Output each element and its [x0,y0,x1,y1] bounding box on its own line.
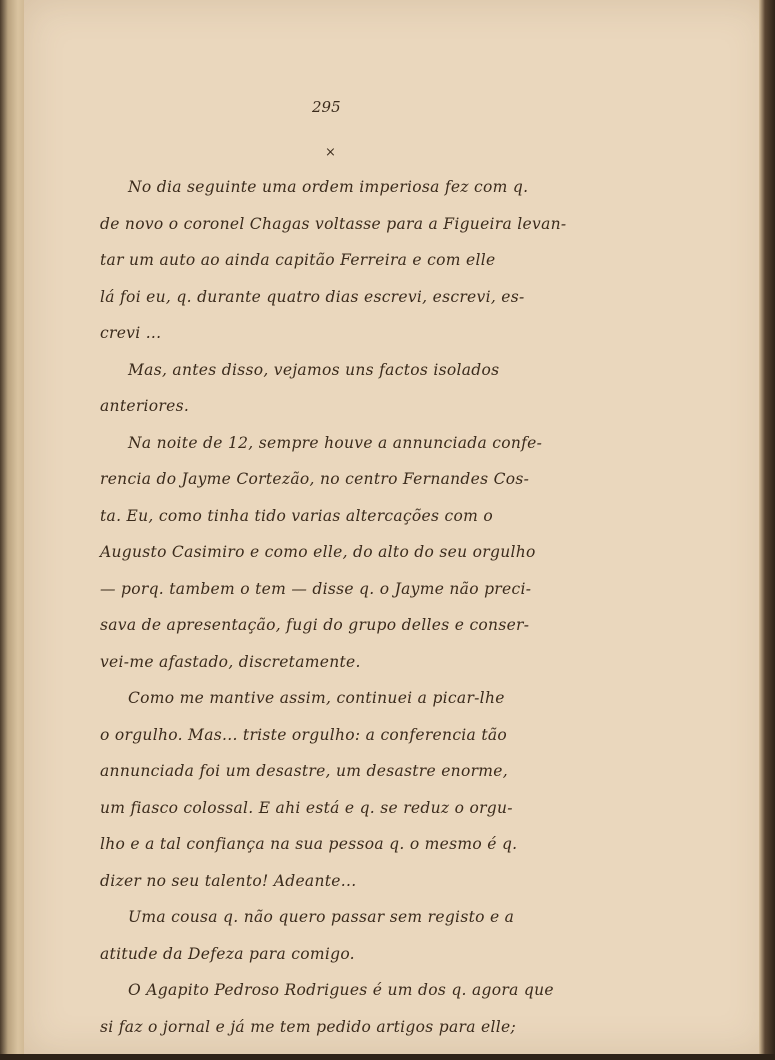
text-line: Mas, antes disso, vejamos uns factos isolados [128,360,500,379]
text-line: tar um auto ao ainda capitão Ferreira e com elle [100,251,496,269]
text-line: si faz o jornal e já me tem pedido artigos para elle; [100,1017,516,1036]
text-line: Uma cousa q. não quero passar sem registo e a [128,908,515,926]
text-line: O Agapito Pedroso Rodrigues é um dos q. agora que [128,981,554,999]
text-line: anteriores. [100,397,190,415]
page-number: 295 [312,98,341,116]
text-line: lá foi eu, q. durante quatro dias escrevi, escrevi, es- [100,287,525,306]
text-line: sava de apresentação, fugi do grupo delles e conser- [100,616,530,634]
text-line: rencia do Jayme Cortezão, no centro Fernandes Cos- [100,470,530,488]
text-line: Na noite de 12, sempre houve a annunciada confe- [128,433,543,452]
text-line: annunciada foi um desastre, um desastre enorme, [100,762,508,780]
text-line: vei-me afastado, discretamente. [100,652,361,671]
text-line: crevi ... [100,324,162,342]
text-line: o orgulho. Mas... triste orgulho: a conferencia tão [100,725,508,744]
bottom-edge [0,1054,775,1060]
text-line: — porq. tambem o tem — disse q. o Jayme não preci- [100,579,532,598]
binding-edge [759,0,775,1060]
text-line: No dia seguinte uma ordem imperiosa fez com q. [128,178,529,196]
text-line: dizer no seu talento! Adeante... [100,871,357,890]
text-line: de novo o coronel Chagas voltasse para a Figueira levan- [100,214,567,233]
manuscript-page [24,0,769,1055]
text-line: atitude da Defeza para comigo. [100,944,355,963]
section-mark: × [325,145,336,160]
text-line: Como me mantive assim, continuei a picar-lhe [128,689,505,707]
text-line: um fiasco colossal. E ahi está e q. se reduz o orgu- [100,798,513,817]
text-line: lho e a tal confiança na sua pessoa q. o mesmo é q. [100,835,518,853]
text-line: ta. Eu, como tinha tido varias altercações com o [100,506,493,525]
text-line: Augusto Casimiro e como elle, do alto do seu orgulho [100,543,536,561]
